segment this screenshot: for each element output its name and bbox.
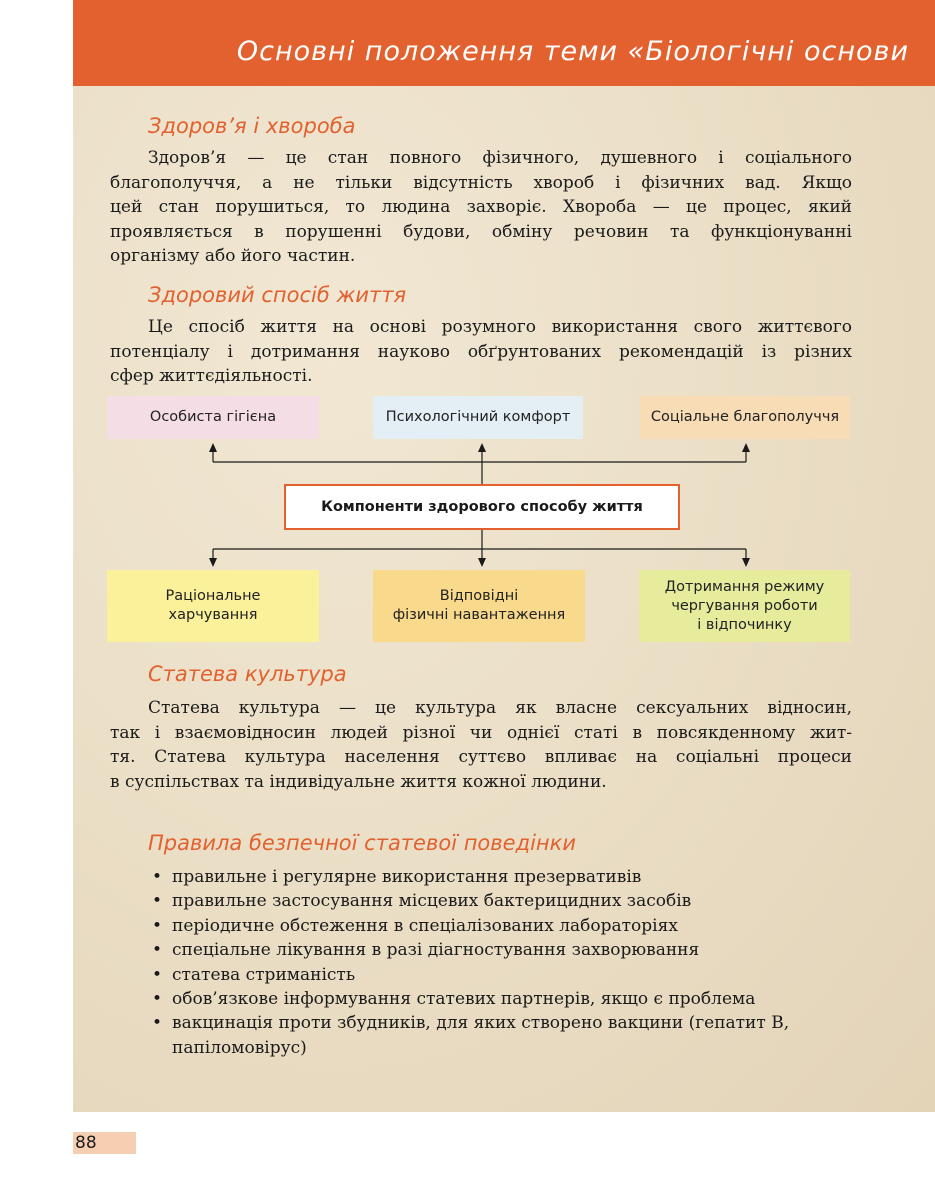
list-item-text: вакцинація проти збудників, для яких створено вакцини (гепатит В, <box>172 1013 790 1034</box>
bullet-icon: • <box>152 1013 163 1034</box>
paragraph-line: Статева культура — це культура як власне сексуальних відносин, <box>148 698 852 718</box>
list-item-text: обов’язкове інформування статевих партнерів, якщо є проблема <box>172 989 756 1010</box>
box-line: Дотримання режиму <box>664 578 825 595</box>
list-item-text: періодичне обстеження в спеціалізованих лабораторіях <box>172 915 678 936</box>
paragraph-line: тя. Статева культура населення суттєво впливає на соціальні процеси <box>110 747 852 767</box>
chapter-title: Основні положення теми «Біологічні основи <box>236 36 909 67</box>
box-line: Раціональне <box>165 588 261 604</box>
paragraph-line: Це спосіб життя на основі розумного використання свого життєвого <box>148 317 852 337</box>
paragraph-line: Здоров’я — це стан повного фізичного, душевного і соціального <box>148 148 852 168</box>
list-item-text: правильне і регулярне використання презервативів <box>172 867 642 887</box>
paragraph-line: благополуччя, а не тільки відсутність хвороб і фізичних вад. Якщо <box>110 172 852 193</box>
paragraph-line: потенціалу і дотримання науково обґрунтованих рекомендацій із різних <box>110 341 852 362</box>
diagram-center-title: Компоненти здорового способу життя <box>284 484 680 530</box>
bullet-icon: • <box>152 940 163 961</box>
bullet-icon: • <box>152 915 163 936</box>
list-item <box>150 889 860 913</box>
list-item <box>150 865 860 889</box>
safe-rules-list <box>150 865 860 1060</box>
list-item <box>150 963 860 987</box>
arrow-down-icon <box>209 558 217 567</box>
arrow-up-icon <box>742 443 750 452</box>
arrow-up-icon <box>209 443 217 452</box>
component-physical-activity <box>373 570 585 642</box>
component-work-rest-regime <box>639 570 850 642</box>
section-title-lifestyle: Здоровий спосіб життя <box>148 283 407 307</box>
box-line: і відпочинку <box>697 616 792 633</box>
box-line: харчування <box>168 607 258 623</box>
paragraph-line: сфер життєдіяльності. <box>110 366 313 386</box>
list-item <box>150 938 860 962</box>
arrow-down-icon <box>478 558 486 567</box>
list-item-text: статева стриманість <box>172 964 356 985</box>
bullet-icon: • <box>152 989 163 1010</box>
component-personal-hygiene: Особиста гігієна <box>107 396 319 439</box>
arrow-up-icon <box>478 443 486 452</box>
list-item <box>150 914 860 938</box>
component-nutrition <box>107 570 319 642</box>
page-number: 88 <box>73 1132 136 1154</box>
arrow-down-icon <box>742 558 750 567</box>
section-title-sexual-culture: Статева культура <box>148 662 347 686</box>
paragraph-line: проявляється в порушенні будови, обміну речовин та функціонуванні <box>110 221 852 242</box>
list-item <box>150 987 860 1011</box>
bullet-icon: • <box>152 964 163 985</box>
section-title-safe-rules: Правила безпечної статевої поведінки <box>148 831 576 855</box>
list-item-text: папіломовірус) <box>172 1037 307 1058</box>
bullet-icon: • <box>152 867 163 887</box>
paragraph-line: організму або його частин. <box>110 246 356 266</box>
bullet-icon: • <box>152 891 163 912</box>
box-line: фізичні навантаження <box>392 607 566 623</box>
paragraph-sexual-culture <box>110 696 852 794</box>
component-psychological-comfort: Психологічний комфорт <box>373 396 583 439</box>
list-item <box>150 1011 860 1035</box>
paragraph-line: так і взаємовідносин людей різної чи однієї статі в повсякденному жит- <box>110 722 852 743</box>
section-title-health: Здоров’я і хвороба <box>148 114 356 138</box>
paragraph-line: в суспільствах та індивідуальне життя кожної людини. <box>110 771 607 792</box>
list-item-continuation <box>150 1036 860 1060</box>
list-item-text: спеціальне лікування в разі діагностування захворювання <box>172 940 700 961</box>
component-social-wellbeing: Соціальне благополуччя <box>640 396 850 439</box>
box-line: чергування роботи <box>671 597 818 614</box>
list-item-text: правильне застосування місцевих бактерицидних засобів <box>172 891 692 912</box>
box-line: Відповідні <box>439 588 519 604</box>
paragraph-line: цей стан порушиться, то людина захворіє. Хвороба — це процес, який <box>110 197 852 217</box>
